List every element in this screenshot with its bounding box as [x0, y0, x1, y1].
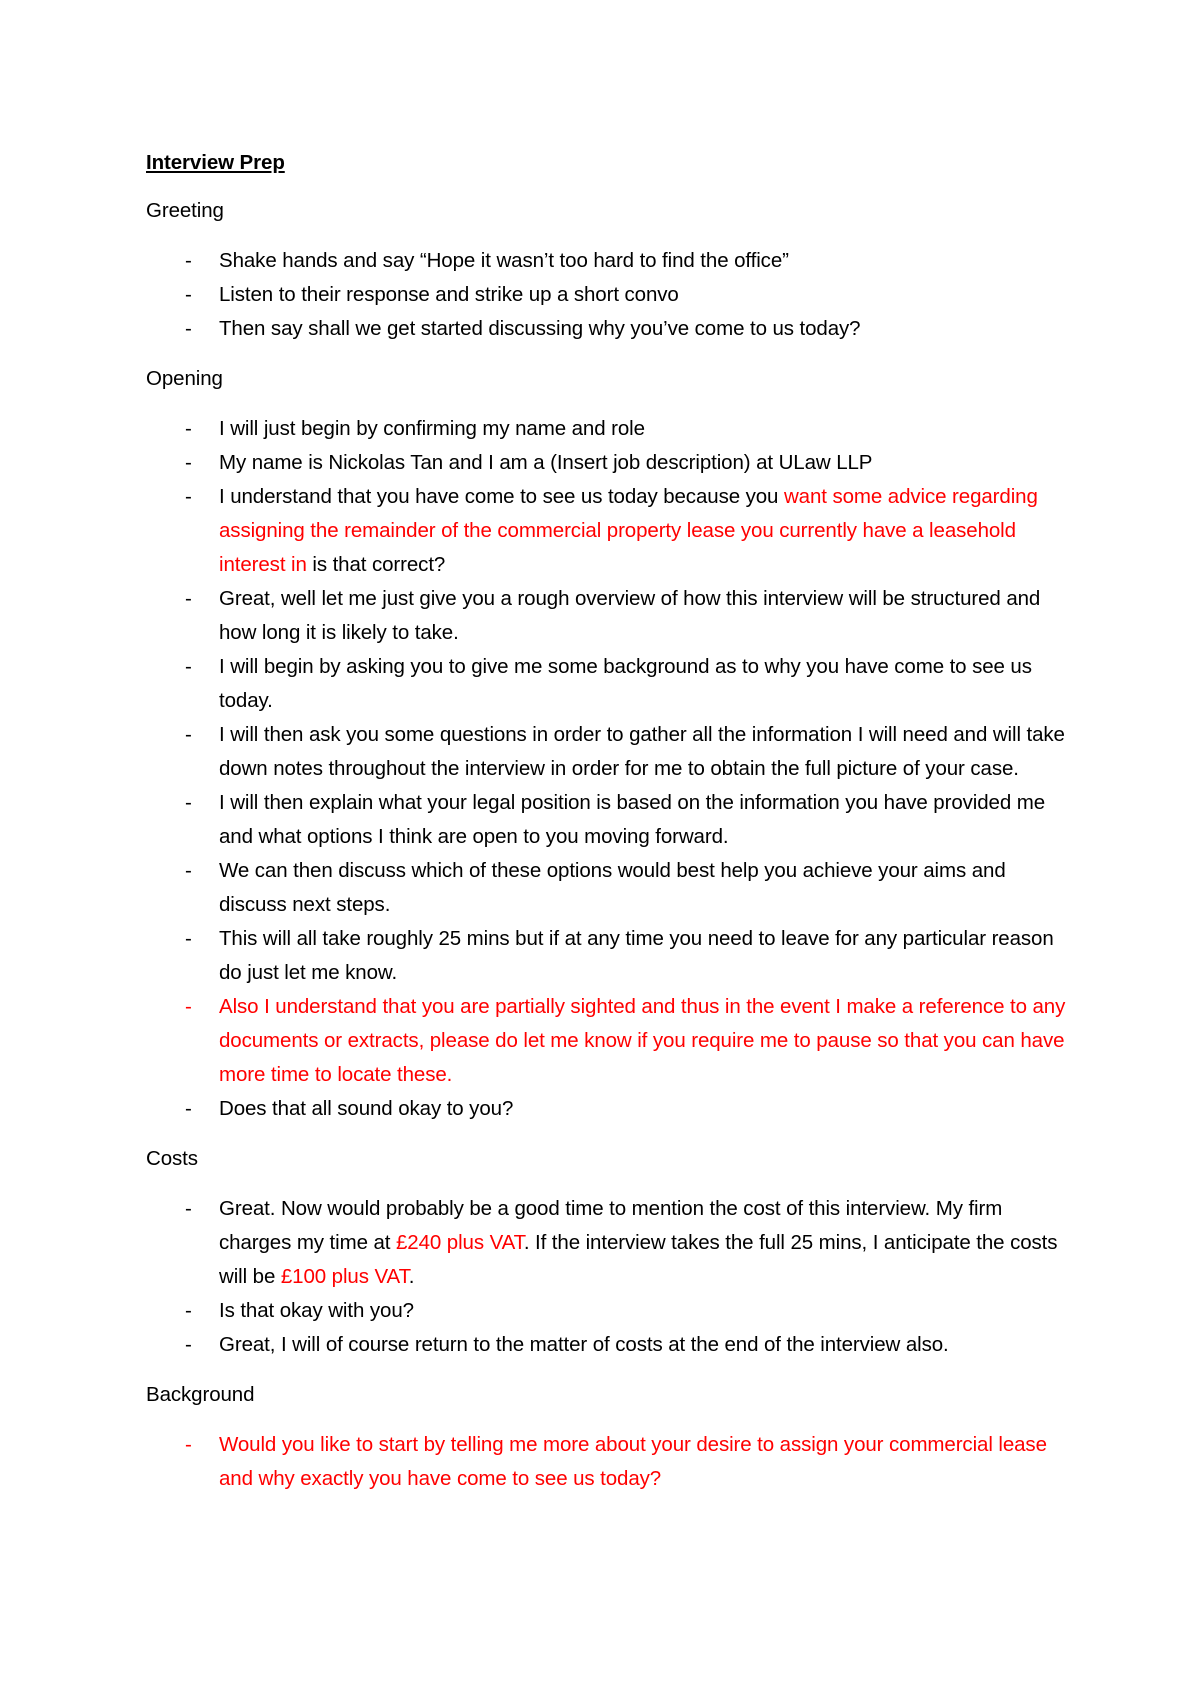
item-text: is that correct? — [306, 553, 446, 576]
section-heading-background: Background — [146, 1383, 255, 1406]
dash-bullet-icon: - — [185, 655, 192, 678]
dash-bullet-icon: - — [185, 1197, 192, 1220]
list-item — [146, 718, 1066, 786]
list-item — [146, 990, 1066, 1092]
dash-bullet-icon: - — [185, 1299, 192, 1322]
dash-bullet-icon: - — [185, 859, 192, 882]
section-heading-greeting: Greeting — [146, 199, 224, 222]
list-item — [146, 1428, 1066, 1496]
document-title: Interview Prep — [146, 151, 285, 174]
list-item — [146, 412, 1066, 446]
item-text: . If the interview takes the full 25 mins, I anticipate the costs will be — [219, 1231, 1058, 1288]
item-text: We can then discuss which of these options would best help you achieve your aims and discuss next steps. — [219, 859, 1006, 916]
item-text: . — [408, 1265, 415, 1288]
item-text: This will all take roughly 25 mins but if at any time you need to leave for any particular reason do just let me know. — [219, 927, 1054, 984]
item-text: Great. Now would probably be a good time to mention the cost of this interview. My firm charges my time at — [219, 1197, 1003, 1254]
list-item — [146, 582, 1066, 650]
sections-container — [146, 194, 1066, 1496]
item-text: I understand that you have come to see us today because you — [219, 485, 784, 508]
list-item — [146, 244, 1066, 278]
item-text: Then say shall we get started discussing why you’ve come to us today? — [219, 317, 861, 340]
bullet-list-costs — [146, 1192, 1066, 1362]
highlighted-text: £100 plus VAT — [280, 1265, 409, 1288]
highlighted-text: Also I understand that you are partially sighted and thus in the event I make a reference to any documents or extracts, please do let me know if you require me to pause so that you can have more time to locate these. — [219, 995, 1066, 1086]
dash-bullet-icon: - — [185, 723, 192, 746]
item-text: I will just begin by confirming my name and role — [219, 417, 645, 440]
item-text: Does that all sound okay to you? — [219, 1097, 514, 1120]
list-item — [146, 1294, 1066, 1328]
highlighted-text: £240 plus VAT — [395, 1231, 524, 1254]
dash-bullet-icon: - — [185, 791, 192, 814]
dash-bullet-icon: - — [185, 249, 192, 272]
bullet-list-opening — [146, 412, 1066, 1126]
dash-bullet-icon: - — [185, 451, 192, 474]
item-text: I will then explain what your legal position is based on the information you have provided me and what options I think are open to you moving forward. — [219, 791, 1045, 848]
list-item — [146, 1328, 1066, 1362]
document-body — [146, 146, 1066, 1512]
dash-bullet-icon: - — [185, 485, 192, 508]
list-item — [146, 1192, 1066, 1294]
list-item — [146, 922, 1066, 990]
dash-bullet-icon: - — [185, 587, 192, 610]
item-text: I will begin by asking you to give me some background as to why you have come to see us today. — [219, 655, 1032, 712]
dash-bullet-icon: - — [185, 417, 192, 440]
item-text: Great, well let me just give you a rough overview of how this interview will be structured and how long it is likely to take. — [219, 587, 1041, 644]
list-item — [146, 854, 1066, 922]
list-item — [146, 650, 1066, 718]
section-heading-opening: Opening — [146, 367, 223, 390]
dash-bullet-icon: - — [185, 1333, 192, 1356]
list-item — [146, 1092, 1066, 1126]
item-text: Shake hands and say “Hope it wasn’t too hard to find the office” — [219, 249, 789, 272]
list-item — [146, 480, 1066, 582]
section-heading-costs: Costs — [146, 1147, 198, 1170]
item-text: Is that okay with you? — [219, 1299, 414, 1322]
highlighted-text: want some advice regarding assigning the remainder of the commercial property lease you currently have a leasehold interest in — [219, 485, 1038, 576]
dash-bullet-icon: - — [185, 927, 192, 950]
dash-bullet-icon: - — [185, 283, 192, 306]
highlighted-text: Would you like to start by telling me more about your desire to assign your commercial lease and why exactly you have come to see us today? — [219, 1433, 1047, 1490]
dash-bullet-icon: - — [185, 317, 192, 340]
item-text: Listen to their response and strike up a short convo — [219, 283, 679, 306]
list-item — [146, 312, 1066, 346]
dash-bullet-icon: - — [185, 1097, 192, 1120]
dash-bullet-icon: - — [185, 1433, 192, 1456]
bullet-list-background — [146, 1428, 1066, 1496]
dash-bullet-icon: - — [185, 995, 192, 1018]
list-item — [146, 278, 1066, 312]
item-text: My name is Nickolas Tan and I am a (Insert job description) at ULaw LLP — [219, 451, 873, 474]
item-text: Great, I will of course return to the matter of costs at the end of the interview also. — [219, 1333, 949, 1356]
item-text: I will then ask you some questions in order to gather all the information I will need and will take down notes throughout the interview in order for me to obtain the full picture of your case. — [219, 723, 1065, 780]
list-item — [146, 446, 1066, 480]
list-item — [146, 786, 1066, 854]
bullet-list-greeting — [146, 244, 1066, 346]
